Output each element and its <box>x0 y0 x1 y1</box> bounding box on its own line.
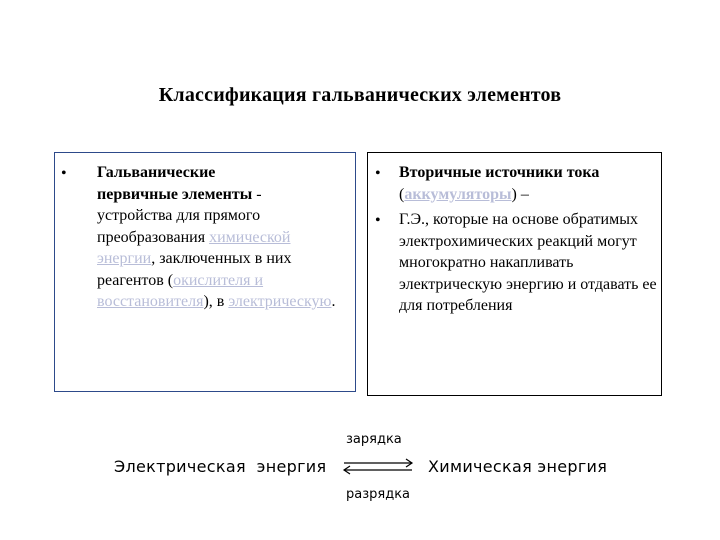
slide-title: Классификация гальванических элементов <box>158 84 562 106</box>
bullet-icon: • <box>375 212 381 229</box>
primary-cells-text <box>97 162 349 313</box>
primary-text-1: - <box>252 185 262 203</box>
bullet-icon: • <box>61 165 67 182</box>
discharge-label: разрядка <box>346 487 411 502</box>
paren-close: ) – <box>511 185 529 203</box>
paren-open: ( <box>399 185 405 203</box>
primary-text-2: устройства для прямого преобразования <box>97 207 261 246</box>
secondary-sources-title: Вторичные источники тока <box>399 164 600 181</box>
primary-text-5: . <box>331 293 336 310</box>
electrical-energy-term: Электрическая энергия <box>114 457 327 476</box>
primary-cells-heading-2: первичные элементы <box>97 185 253 203</box>
oxidizer-reducer-link[interactable]: окислителя и восстановителя <box>97 271 264 310</box>
electrical-link[interactable]: электрическую <box>228 293 332 310</box>
double-arrow-icon <box>340 458 416 476</box>
accumulators-link[interactable]: аккумуляторы <box>404 185 512 203</box>
secondary-sources-heading <box>399 162 661 205</box>
bullet-icon: • <box>375 165 381 182</box>
secondary-sources-description: Г.Э., которые на основе обратимых электрохимических реакций могут многократно накапливать электрическую энергию и отдавать ее для потребления <box>399 211 657 314</box>
primary-text-3: , заключенных в них реагентов ( <box>97 250 292 289</box>
chemical-energy-link[interactable]: химической энергии <box>97 228 291 267</box>
primary-cells-heading-1: Гальванические <box>97 164 216 181</box>
primary-text-4: ), в <box>203 293 229 310</box>
chemical-energy-term: Химическая энергия <box>428 457 608 476</box>
charge-label: зарядка <box>346 432 402 447</box>
